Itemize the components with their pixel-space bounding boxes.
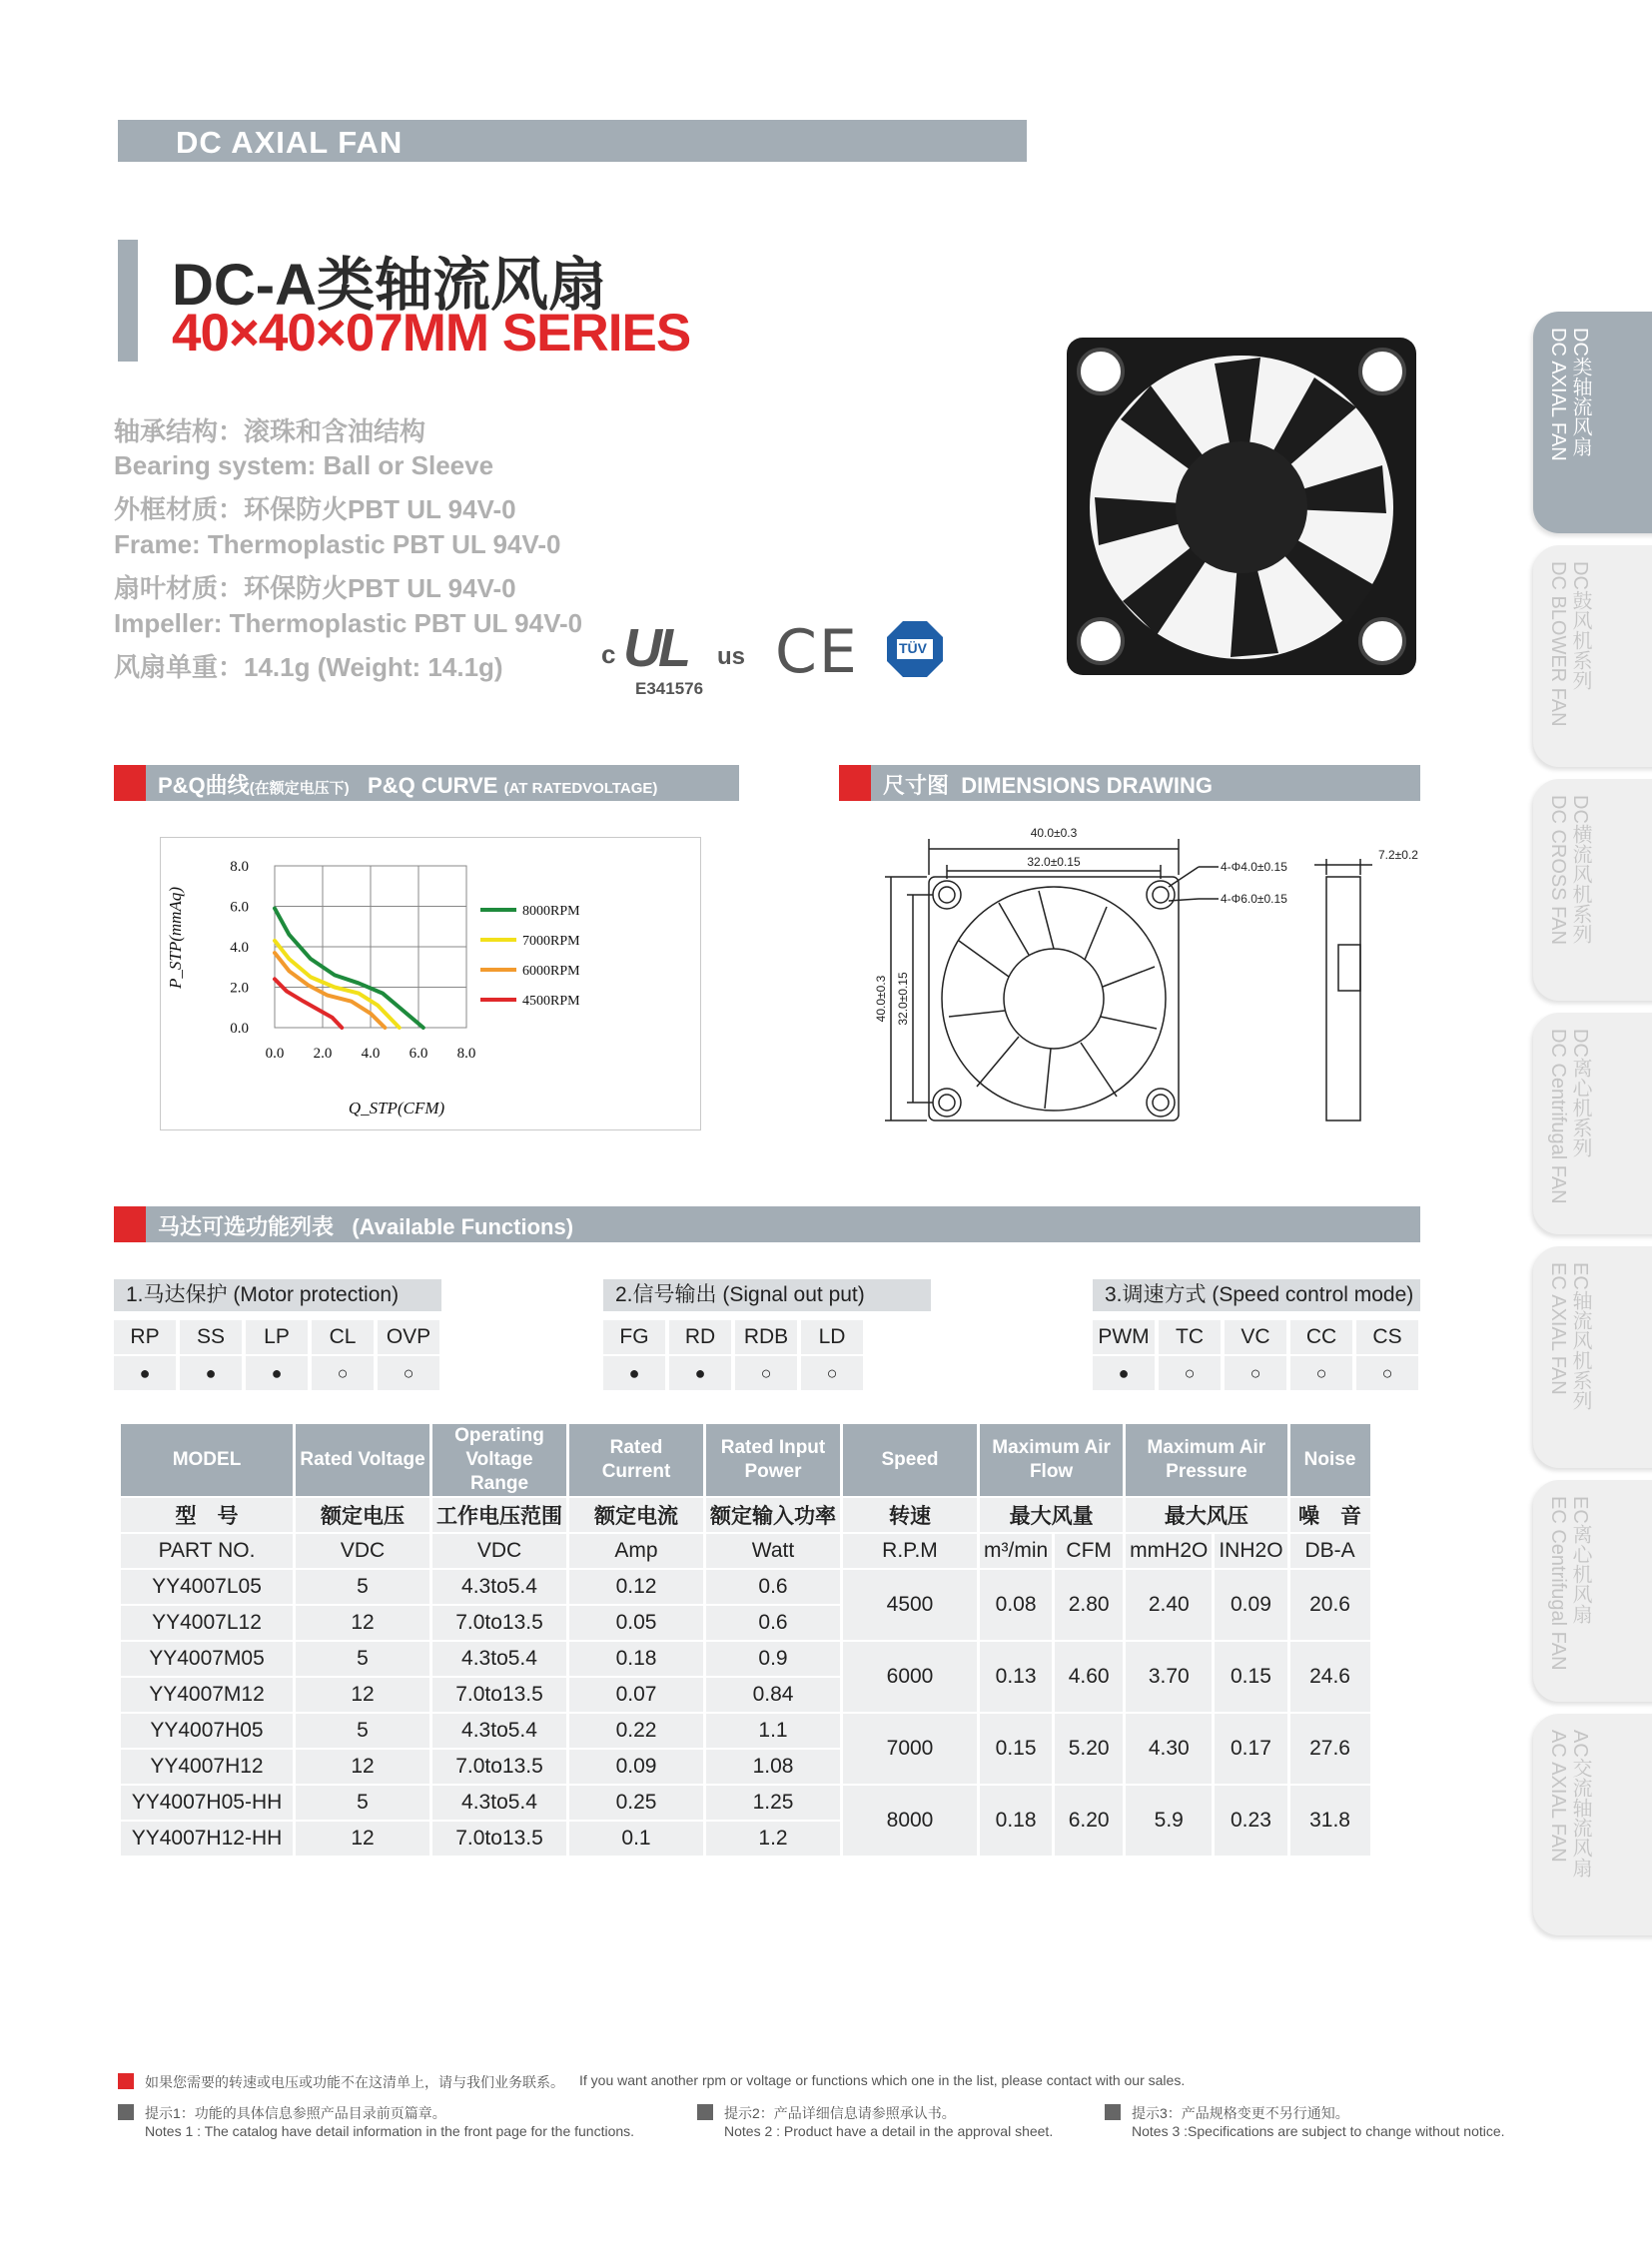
function-availability: ● (114, 1356, 176, 1390)
tab-label-en: EC AXIAL FAN (1547, 1262, 1569, 1395)
airflow-cfm-cell: 5.20 (1055, 1714, 1123, 1784)
range-cell: 7.0to13.5 (432, 1822, 566, 1856)
header-cn: 额定输入功率 (706, 1498, 840, 1532)
y-tick-label: 2.0 (230, 980, 249, 997)
table-header-row (121, 1424, 1370, 1496)
spec-impeller-en: Impeller: Thermoplastic PBT UL 94V-0 (114, 608, 583, 638)
dimensions-section-header (839, 765, 1420, 801)
function-code: SS (180, 1320, 242, 1354)
fan-product-image (1065, 336, 1418, 677)
header-input-power: Rated Input Power (706, 1424, 840, 1496)
voltage-cell: 5 (296, 1642, 429, 1676)
pq-subtitle-en: (AT RATEDVOLTAGE) (503, 780, 658, 797)
header-model: MODEL (121, 1424, 293, 1496)
function-availability: ● (669, 1356, 731, 1390)
legend-label: 8000RPM (522, 904, 580, 919)
function-availability: ● (1093, 1356, 1155, 1390)
tab-label-en: DC BLOWER FAN (1547, 561, 1569, 727)
range-cell: 4.3to5.4 (432, 1714, 566, 1748)
pressure-inh2o-cell: 0.15 (1215, 1642, 1286, 1712)
x-tick-label: 4.0 (361, 1046, 381, 1062)
spec-frame-cn: 外框材质：环保防火PBT UL 94V-0 (114, 494, 516, 524)
current-cell: 0.25 (569, 1786, 703, 1820)
dim-thickness: 7.2±0.2 (1378, 848, 1418, 862)
category-bar (118, 120, 1027, 162)
dim-hole-width: 32.0±0.15 (1027, 855, 1081, 869)
airflow-m3-cell: 0.18 (980, 1786, 1052, 1856)
tab-label-cn: EC离心机风扇 (1569, 1496, 1591, 1624)
specification-table (118, 1422, 1373, 1858)
signal-output-header: 2.信号输出 (Signal out put) (603, 1279, 931, 1311)
unit-cell: m³/min (980, 1534, 1052, 1568)
airflow-m3-cell: 0.08 (980, 1570, 1052, 1640)
power-cell: 1.08 (706, 1750, 840, 1784)
x-tick-label: 8.0 (456, 1046, 476, 1062)
unit-cell: VDC (432, 1534, 566, 1568)
tab-ec-centrifugal-fan[interactable] (1533, 1480, 1652, 1702)
function-availability: ○ (1290, 1356, 1352, 1390)
function-availability: ● (180, 1356, 242, 1390)
function-code: RD (669, 1320, 731, 1354)
table-row (121, 1714, 1370, 1748)
function-code: VC (1225, 1320, 1286, 1354)
current-cell: 0.18 (569, 1642, 703, 1676)
legend-label: 6000RPM (522, 964, 580, 979)
header-cn: 最大风压 (1126, 1498, 1286, 1532)
pressure-mmh2o-cell: 3.70 (1126, 1642, 1212, 1712)
tab-label-cn: DC鼓风机系列 (1569, 561, 1591, 690)
tab-label-en: DC Centrifugal FAN (1547, 1029, 1569, 1204)
header-speed: Speed (843, 1424, 977, 1496)
dim-hole-height: 32.0±0.15 (896, 972, 910, 1026)
note-main-en: If you want another rpm or voltage or functions which one in the list, please contact with our sales. (579, 2072, 1186, 2088)
tab-dc-axial-fan[interactable] (1533, 312, 1652, 533)
unit-cell: R.P.M (843, 1534, 977, 1568)
range-cell: 7.0to13.5 (432, 1606, 566, 1640)
airflow-cfm-cell: 4.60 (1055, 1642, 1123, 1712)
range-cell: 4.3to5.4 (432, 1642, 566, 1676)
power-cell: 0.84 (706, 1678, 840, 1712)
tab-dc-centrifugal-fan[interactable] (1533, 1013, 1652, 1234)
table-header-cn-row (121, 1498, 1370, 1532)
series-title: 40×40×07MM SERIES (172, 304, 691, 363)
table-row (121, 1786, 1370, 1820)
spec-bearing-cn: 轴承结构：滚珠和含油结构 (114, 416, 426, 446)
tab-label-cn: AC交流轴流风扇 (1569, 1730, 1591, 1877)
unit-cell: CFM (1055, 1534, 1123, 1568)
function-availability: ○ (1356, 1356, 1418, 1390)
note-1-en: Notes 1 : The catalog have detail information in the front page for the functions. (145, 2123, 635, 2139)
unit-cell: Watt (706, 1534, 840, 1568)
note-3-cn: 提示3：产品规格变更不另行通知。 (1132, 2105, 1349, 2121)
model-cell: YY4007M12 (121, 1678, 293, 1712)
speed-cell: 4500 (843, 1570, 977, 1640)
spec-frame-en: Frame: Thermoplastic PBT UL 94V-0 (114, 529, 561, 559)
current-cell: 0.09 (569, 1750, 703, 1784)
pq-title-en: P&Q CURVE (368, 773, 498, 798)
unit-cell: VDC (296, 1534, 429, 1568)
header-cn: 转速 (843, 1498, 977, 1532)
tab-label-en: DC AXIAL FAN (1547, 328, 1569, 461)
dim-overall-width: 40.0±0.3 (1030, 826, 1078, 840)
pressure-inh2o-cell: 0.23 (1215, 1786, 1286, 1856)
pq-subtitle-cn: (在额定电压下) (249, 780, 350, 797)
note-2-cn: 提示2：产品详细信息请参照承认书。 (724, 2105, 956, 2121)
header-voltage-range: Operating Voltage Range (432, 1424, 566, 1496)
tab-dc-blower-fan[interactable] (1533, 545, 1652, 767)
dim-overall-height: 40.0±0.3 (874, 975, 888, 1023)
unit-cell: PART NO. (121, 1534, 293, 1568)
airflow-m3-cell: 0.15 (980, 1714, 1052, 1784)
table-units-row (121, 1534, 1370, 1568)
unit-cell: DB-A (1290, 1534, 1370, 1568)
unit-cell: mmH2O (1126, 1534, 1212, 1568)
functions-title-cn: 马达可选功能列表 (158, 1214, 335, 1239)
title-accent-bar (118, 240, 138, 362)
current-cell: 0.05 (569, 1606, 703, 1640)
tab-label-en: DC CROSS FAN (1547, 795, 1569, 946)
power-cell: 1.2 (706, 1822, 840, 1856)
speed-cell: 7000 (843, 1714, 977, 1784)
page-title: DC-A类轴流风扇 (172, 253, 606, 318)
unit-cell: INH2O (1215, 1534, 1286, 1568)
x-tick-label: 6.0 (409, 1046, 428, 1062)
header-cn: 最大风量 (980, 1498, 1123, 1532)
y-tick-label: 8.0 (230, 859, 249, 875)
model-cell: YY4007L05 (121, 1570, 293, 1604)
current-cell: 0.22 (569, 1714, 703, 1748)
voltage-cell: 12 (296, 1822, 429, 1856)
power-cell: 1.1 (706, 1714, 840, 1748)
note-1-cn: 提示1：功能的具体信息参照产品目录前页篇章。 (145, 2105, 446, 2121)
functions-section-header (114, 1206, 1420, 1242)
current-cell: 0.07 (569, 1678, 703, 1712)
dimensions-drawing (849, 817, 1428, 1146)
dim-title-cn: 尺寸图 (883, 773, 950, 798)
pq-chart (160, 837, 701, 1130)
pressure-mmh2o-cell: 5.9 (1126, 1786, 1212, 1856)
spec-impeller-cn: 扇叶材质：环保防火PBT UL 94V-0 (114, 573, 516, 603)
function-code: CL (312, 1320, 374, 1354)
table-row (121, 1570, 1370, 1604)
y-axis-label: P_STP(mmAq) (166, 887, 185, 989)
noise-cell: 27.6 (1290, 1714, 1370, 1784)
category-label: DC AXIAL FAN (176, 125, 404, 160)
pressure-mmh2o-cell: 2.40 (1126, 1570, 1212, 1640)
section-accent (839, 765, 871, 801)
function-availability: ○ (1225, 1356, 1286, 1390)
header-cn: 额定电压 (296, 1498, 429, 1532)
power-cell: 1.25 (706, 1786, 840, 1820)
function-code: CC (1290, 1320, 1352, 1354)
legend-label: 7000RPM (522, 934, 580, 949)
power-cell: 0.9 (706, 1642, 840, 1676)
function-availability: ○ (735, 1356, 797, 1390)
voltage-cell: 12 (296, 1606, 429, 1640)
y-tick-label: 4.0 (230, 940, 249, 956)
current-cell: 0.1 (569, 1822, 703, 1856)
current-cell: 0.12 (569, 1570, 703, 1604)
model-cell: YY4007M05 (121, 1642, 293, 1676)
note-marker-red (118, 2073, 134, 2089)
function-code: LP (246, 1320, 308, 1354)
tab-ec-axial-fan[interactable] (1533, 1246, 1652, 1468)
header-rated-voltage: Rated Voltage (296, 1424, 429, 1496)
voltage-cell: 5 (296, 1570, 429, 1604)
model-cell: YY4007H05-HH (121, 1786, 293, 1820)
model-cell: YY4007H12-HH (121, 1822, 293, 1856)
function-availability: ● (603, 1356, 665, 1390)
spec-weight: 风扇单重：14.1g (Weight: 14.1g) (114, 652, 503, 682)
note-main-cn: 如果您需要的转速或电压或功能不在这清单上，请与我们业务联系。 (145, 2074, 564, 2090)
x-axis-label: Q_STP(CFM) (348, 1099, 445, 1118)
noise-cell: 24.6 (1290, 1642, 1370, 1712)
y-tick-label: 6.0 (230, 899, 249, 916)
voltage-cell: 5 (296, 1714, 429, 1748)
header-cn: 型 号 (121, 1498, 293, 1532)
function-code: CS (1356, 1320, 1418, 1354)
pressure-inh2o-cell: 0.17 (1215, 1714, 1286, 1784)
ul-logo: c UL us E341576 (601, 618, 746, 698)
speed-cell: 6000 (843, 1642, 977, 1712)
legend-label: 4500RPM (522, 994, 580, 1009)
function-availability: ○ (378, 1356, 439, 1390)
header-cn: 额定电流 (569, 1498, 703, 1532)
function-availability: ○ (801, 1356, 863, 1390)
header-rated-current: Rated Current (569, 1424, 703, 1496)
noise-cell: 31.8 (1290, 1786, 1370, 1856)
dim-hole-small: 4-Φ4.0±0.15 (1221, 860, 1287, 874)
airflow-cfm-cell: 6.20 (1055, 1786, 1123, 1856)
noise-cell: 20.6 (1290, 1570, 1370, 1640)
pressure-mmh2o-cell: 4.30 (1126, 1714, 1212, 1784)
dim-title-en: DIMENSIONS DRAWING (961, 773, 1214, 798)
tuv-logo: TÜV (885, 619, 945, 679)
tab-label-cn: DC离心机系列 (1569, 1029, 1591, 1157)
range-cell: 4.3to5.4 (432, 1786, 566, 1820)
function-code: OVP (378, 1320, 439, 1354)
header-noise: Noise (1290, 1424, 1370, 1496)
speed-control-header: 3.调速方式 (Speed control mode) (1093, 1279, 1420, 1311)
pressure-inh2o-cell: 0.09 (1215, 1570, 1286, 1640)
note-marker (1105, 2104, 1121, 2120)
range-cell: 7.0to13.5 (432, 1678, 566, 1712)
function-code: RP (114, 1320, 176, 1354)
function-availability: ● (246, 1356, 308, 1390)
function-availability: ○ (312, 1356, 374, 1390)
power-cell: 0.6 (706, 1570, 840, 1604)
range-cell: 4.3to5.4 (432, 1570, 566, 1604)
motor-protection-header: 1.马达保护 (Motor protection) (114, 1279, 441, 1311)
series-line-7000rpm (275, 941, 400, 1028)
y-tick-label: 0.0 (230, 1021, 249, 1037)
note-marker (697, 2104, 713, 2120)
header-cn: 工作电压范围 (432, 1498, 566, 1532)
dim-hole-large: 4-Φ6.0±0.15 (1221, 892, 1287, 906)
power-cell: 0.6 (706, 1606, 840, 1640)
tab-label-en: EC Centrifugal FAN (1547, 1496, 1569, 1671)
function-code: RDB (735, 1320, 797, 1354)
range-cell: 7.0to13.5 (432, 1750, 566, 1784)
tab-label-en: AC AXIAL FAN (1547, 1730, 1569, 1863)
header-cn: 噪 音 (1290, 1498, 1370, 1532)
x-tick-label: 0.0 (265, 1046, 285, 1062)
speed-cell: 8000 (843, 1786, 977, 1856)
pq-section-header (114, 765, 739, 801)
pq-title-cn: P&Q曲线 (158, 773, 250, 798)
model-cell: YY4007H12 (121, 1750, 293, 1784)
voltage-cell: 12 (296, 1750, 429, 1784)
ce-mark: CE (775, 617, 859, 687)
function-code: LD (801, 1320, 863, 1354)
x-tick-label: 2.0 (313, 1046, 333, 1062)
header-air-flow: Maximum Air Flow (980, 1424, 1123, 1496)
note-marker (118, 2104, 134, 2120)
header-air-pressure: Maximum Air Pressure (1126, 1424, 1286, 1496)
model-cell: YY4007L12 (121, 1606, 293, 1640)
section-accent (114, 1206, 146, 1242)
function-code: FG (603, 1320, 665, 1354)
tab-label-cn: DC横流风机系列 (1569, 795, 1591, 944)
model-cell: YY4007H05 (121, 1714, 293, 1748)
voltage-cell: 12 (296, 1678, 429, 1712)
table-row (121, 1642, 1370, 1676)
functions-title-en: (Available Functions) (352, 1214, 574, 1239)
note-3-en: Notes 3 :Specifications are subject to change without notice. (1132, 2123, 1505, 2139)
spec-bearing-en: Bearing system: Ball or Sleeve (114, 450, 494, 480)
tab-ac-axial-fan[interactable] (1533, 1714, 1652, 1935)
function-code: TC (1159, 1320, 1221, 1354)
tab-label-cn: DC类轴流风扇 (1569, 328, 1591, 456)
airflow-m3-cell: 0.13 (980, 1642, 1052, 1712)
tab-dc-cross-fan[interactable] (1533, 779, 1652, 1001)
unit-cell: Amp (569, 1534, 703, 1568)
function-availability: ○ (1159, 1356, 1221, 1390)
airflow-cfm-cell: 2.80 (1055, 1570, 1123, 1640)
note-2-en: Notes 2 : Product have a detail in the approval sheet. (724, 2123, 1054, 2139)
tab-label-cn: EC轴流风机系列 (1569, 1262, 1591, 1410)
function-code: PWM (1093, 1320, 1155, 1354)
voltage-cell: 5 (296, 1786, 429, 1820)
section-accent (114, 765, 146, 801)
